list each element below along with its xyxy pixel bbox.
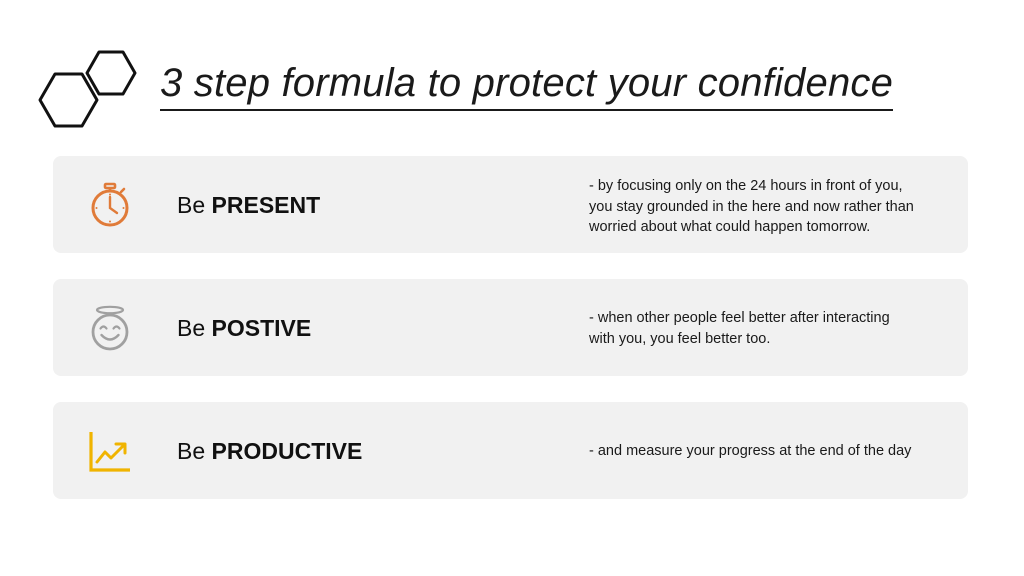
step-card-positive (53, 279, 968, 376)
step-description: - and measure your progress at the end of the day (589, 443, 912, 459)
step-prefix: Be (177, 438, 206, 464)
step-card-productive (53, 402, 968, 499)
step-keyword: PRESENT (211, 192, 321, 218)
step-heading (177, 191, 320, 219)
step-prefix: Be (177, 192, 206, 218)
growth-chart-icon (88, 428, 132, 474)
step-heading (177, 437, 362, 465)
step-prefix: Be (177, 315, 206, 341)
step-description: - by focusing only on the 24 hours in front of you, you stay grounded in the here and now rather than worried about what could happen tomorrow. (589, 178, 914, 235)
stopwatch-icon (88, 182, 132, 228)
step-heading (177, 314, 311, 342)
hexagon-logo-icon (38, 50, 138, 128)
step-keyword: POSTIVE (211, 315, 312, 341)
step-keyword: PRODUCTIVE (211, 438, 363, 464)
slide-title: 3 step formula to protect your confidence (160, 58, 893, 111)
step-card-present (53, 156, 968, 253)
angel-smiley-icon (88, 305, 132, 351)
step-description: - when other people feel better after interacting with you, you feel better too. (589, 310, 890, 347)
